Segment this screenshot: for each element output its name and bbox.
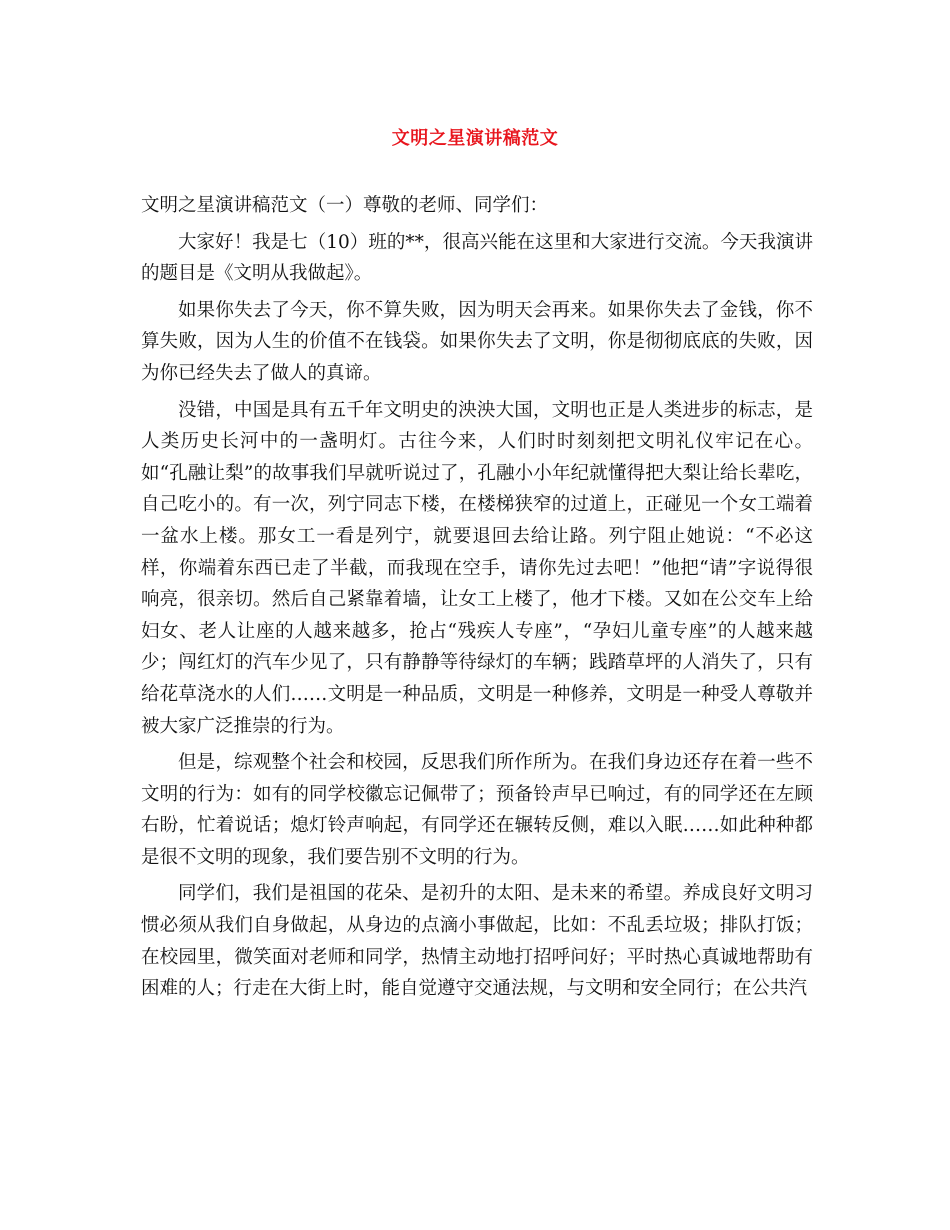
paragraph-reflection: 但是，综观整个社会和校园，反思我们所作所为。在我们身边还存在着一些不文明的行为：如有的同学校徽忘记佩带了；预备铃声早已响过，有的同学还在左顾右盼，忙着说话；熄灯铃声响起，有同学还在辗转反侧，难以入眠……如此种种都是很不文明的现象，我们要告别不文明的行为。 [141, 752, 813, 868]
document-title: 文明之星演讲稿范文 [391, 128, 559, 149]
document-body [141, 190, 813, 1010]
paragraph-call-to-action: 同学们，我们是祖国的花朵、是初升的太阳、是未来的希望。养成良好文明习惯必须从我们自身做起，从身边的点滴小事做起，比如：不乱丢垃圾；排队打饭；在校园里，微笑面对老师和同学，热情主动地打招呼问好；平时热心真诚地帮助有困难的人；行走在大街上时，能自觉遵守交通法规，与文明和安全同行；在公共汽 [141, 883, 813, 1000]
paragraph-greeting: 大家好！我是七（10）班的**，很高兴能在这里和大家进行交流。今天我演讲的题目是《文明从我做起》。 [141, 231, 813, 285]
paragraph-history: 没错，中国是具有五千年文明史的泱泱大国，文明也正是人类进步的标志，是人类历史长河中的一盏明灯。古往今来，人们时时刻刻把文明礼仪牢记在心。如“孔融让梨”的故事我们早就听说过了，孔融小小年纪就懂得把大梨让给长辈吃，自己吃小的。有一次，列宁同志下楼，在楼梯狭窄的过道上，正碰见一个女工端着一盆水上楼。那女工一看是列宁，就要退回去给让路。列宁阻止她说：“不必这样，你端着东西已走了半截，而我现在空手，请你先过去吧！”他把“请”字说得很响亮，很亲切。然后自己紧靠着墙，让女工上楼了，他才下楼。又如在公交车上给妇女、老人让座的人越来越多，抢占“残疾人专座”，“孕妇儿童专座”的人越来越少；闯红灯的汽车少见了，只有静静等待绿灯的车辆；践踏草坪的人消失了，只有给花草浇水的人们……文明是一种品质，文明是一种修养，文明是一种受人尊敬并被大家广泛推崇的行为。 [141, 399, 813, 737]
paragraph-failure: 如果你失去了今天，你不算失败，因为明天会再来。如果你失去了金钱，你不算失败，因为人生的价值不在钱袋。如果你失去了文明，你是彻彻底底的失败，因为你已经失去了做人的真谛。 [141, 299, 813, 384]
paragraph-salutation: 文明之星演讲稿范文（一）尊敬的老师、同学们： [141, 195, 549, 216]
